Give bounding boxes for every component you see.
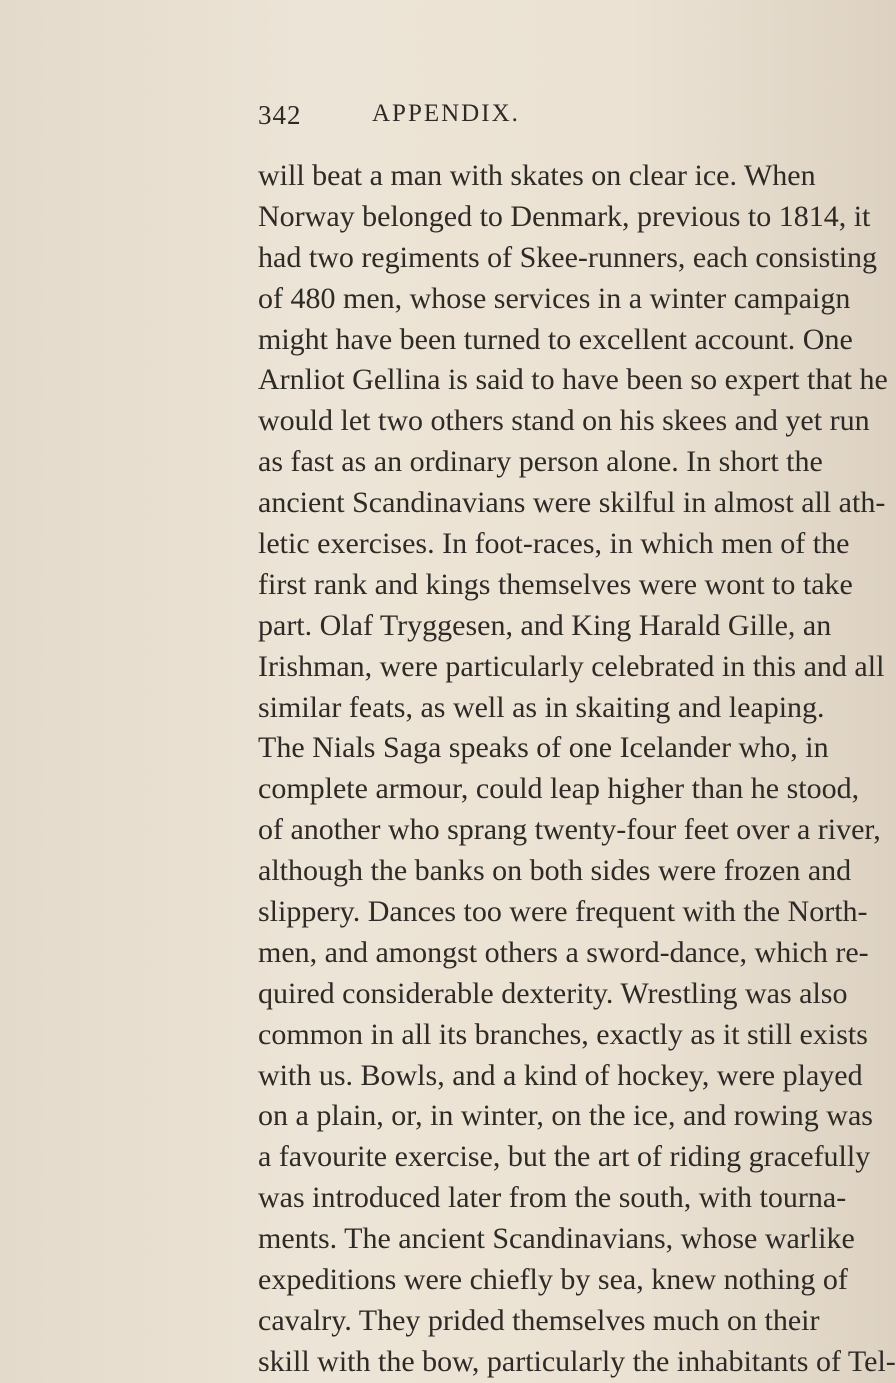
- text-line: would let two others stand on his skees and yet run: [258, 404, 870, 438]
- text-line: Arnliot Gellina is said to have been so expert that he: [258, 363, 888, 397]
- text-line: complete armour, could leap higher than he stood,: [258, 772, 860, 806]
- text-line: slippery. Dances too were frequent with the North-: [258, 895, 868, 929]
- text-line: although the banks on both sides were frozen and: [258, 854, 852, 888]
- body-text: [258, 156, 896, 1383]
- text-line: with us. Bowls, and a kind of hockey, were played: [258, 1058, 863, 1092]
- text-line: part. Olaf Tryggesen, and King Harald Gille, an: [258, 608, 832, 642]
- text-line: men, and amongst others a sword-dance, which re-: [258, 935, 869, 969]
- text-line: was introduced later from the south, with tourna-: [258, 1181, 847, 1215]
- text-line: first rank and kings themselves were wont to take: [258, 567, 853, 601]
- text-line: Irishman, were particularly celebrated in this and all: [258, 649, 885, 683]
- text-line: might have been turned to excellent account. One: [258, 322, 853, 356]
- text-line: common in all its branches, exactly as it still exists: [258, 1017, 868, 1051]
- text-line: had two regiments of Skee-runners, each consisting: [258, 240, 877, 274]
- text-line: similar feats, as well as in skaiting and leaping.: [258, 690, 825, 724]
- text-line: ments. The ancient Scandinavians, whose warlike: [258, 1222, 855, 1256]
- text-line: ancient Scandinavians were skilful in almost all ath-: [258, 486, 886, 520]
- text-line: skill with the bow, particularly the inhabitants of Tel-: [258, 1344, 896, 1378]
- text-line: expeditions were chiefly by sea, knew nothing of: [258, 1263, 848, 1297]
- text-line: as fast as an ordinary person alone. In short the: [258, 445, 823, 479]
- text-line: Norway belonged to Denmark, previous to 1814, it: [258, 199, 871, 233]
- text-line: will beat a man with skates on clear ice. When: [258, 159, 816, 192]
- text-line: a favourite exercise, but the art of riding gracefully: [258, 1140, 871, 1174]
- text-line: quired considerable dexterity. Wrestling was also: [258, 976, 848, 1010]
- text-line: on a plain, or, in winter, on the ice, and rowing was: [258, 1099, 873, 1133]
- text-line: cavalry. They prided themselves much on their: [258, 1303, 820, 1337]
- text-line: of 480 men, whose services in a winter campaign: [258, 281, 851, 315]
- text-line: letic exercises. In foot-races, in which men of the: [258, 527, 850, 561]
- running-title: APPENDIX.: [372, 100, 520, 127]
- running-head: [258, 100, 718, 136]
- page-number: 342: [258, 100, 302, 130]
- text-line: The Nials Saga speaks of one Icelander who, in: [258, 731, 829, 765]
- text-line: of another who sprang twenty-four feet over a river,: [258, 813, 881, 847]
